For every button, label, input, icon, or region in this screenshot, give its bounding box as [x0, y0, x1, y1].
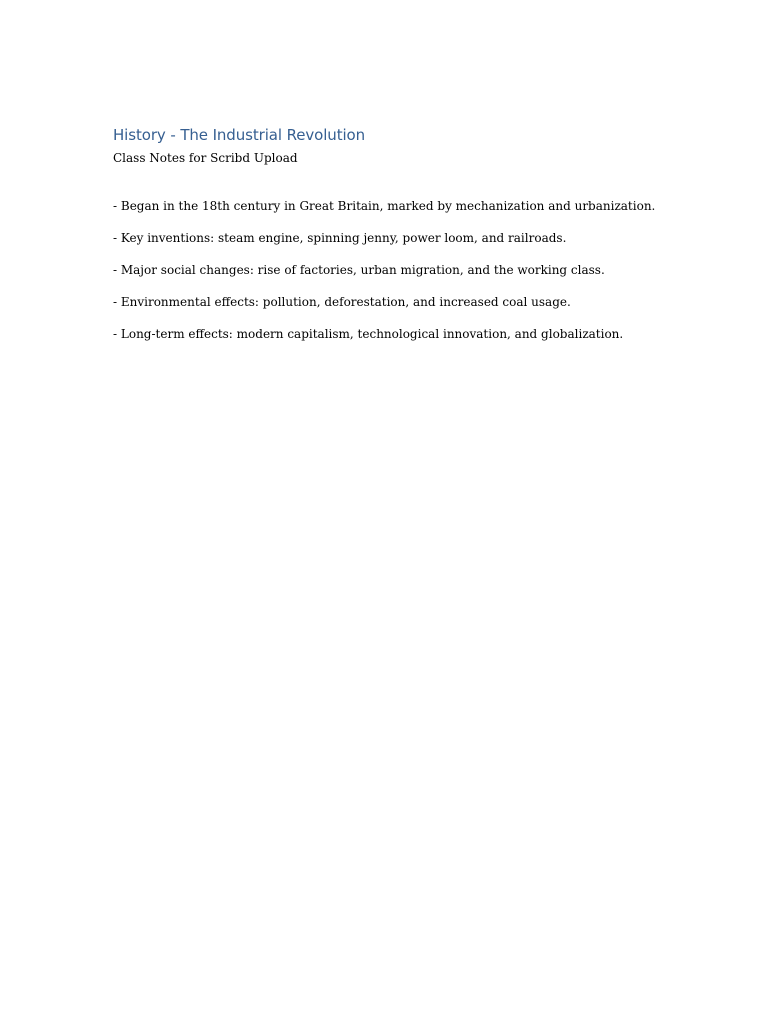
note-item: - Key inventions: steam engine, spinning jenny, power loom, and railroads. [113, 231, 567, 245]
document-content [113, 124, 713, 358]
note-item: - Long-term effects: modern capitalism, technological innovation, and globalization. [113, 327, 624, 341]
note-item: - Environmental effects: pollution, deforestation, and increased coal usage. [113, 295, 571, 309]
notes-list [113, 198, 713, 342]
note-item: - Major social changes: rise of factories, urban migration, and the working class. [113, 263, 605, 277]
note-item: - Began in the 18th century in Great Britain, marked by mechanization and urbanization. [113, 199, 656, 213]
document-subtitle: Class Notes for Scribd Upload [113, 151, 298, 165]
document-title: History - The Industrial Revolution [113, 126, 366, 144]
